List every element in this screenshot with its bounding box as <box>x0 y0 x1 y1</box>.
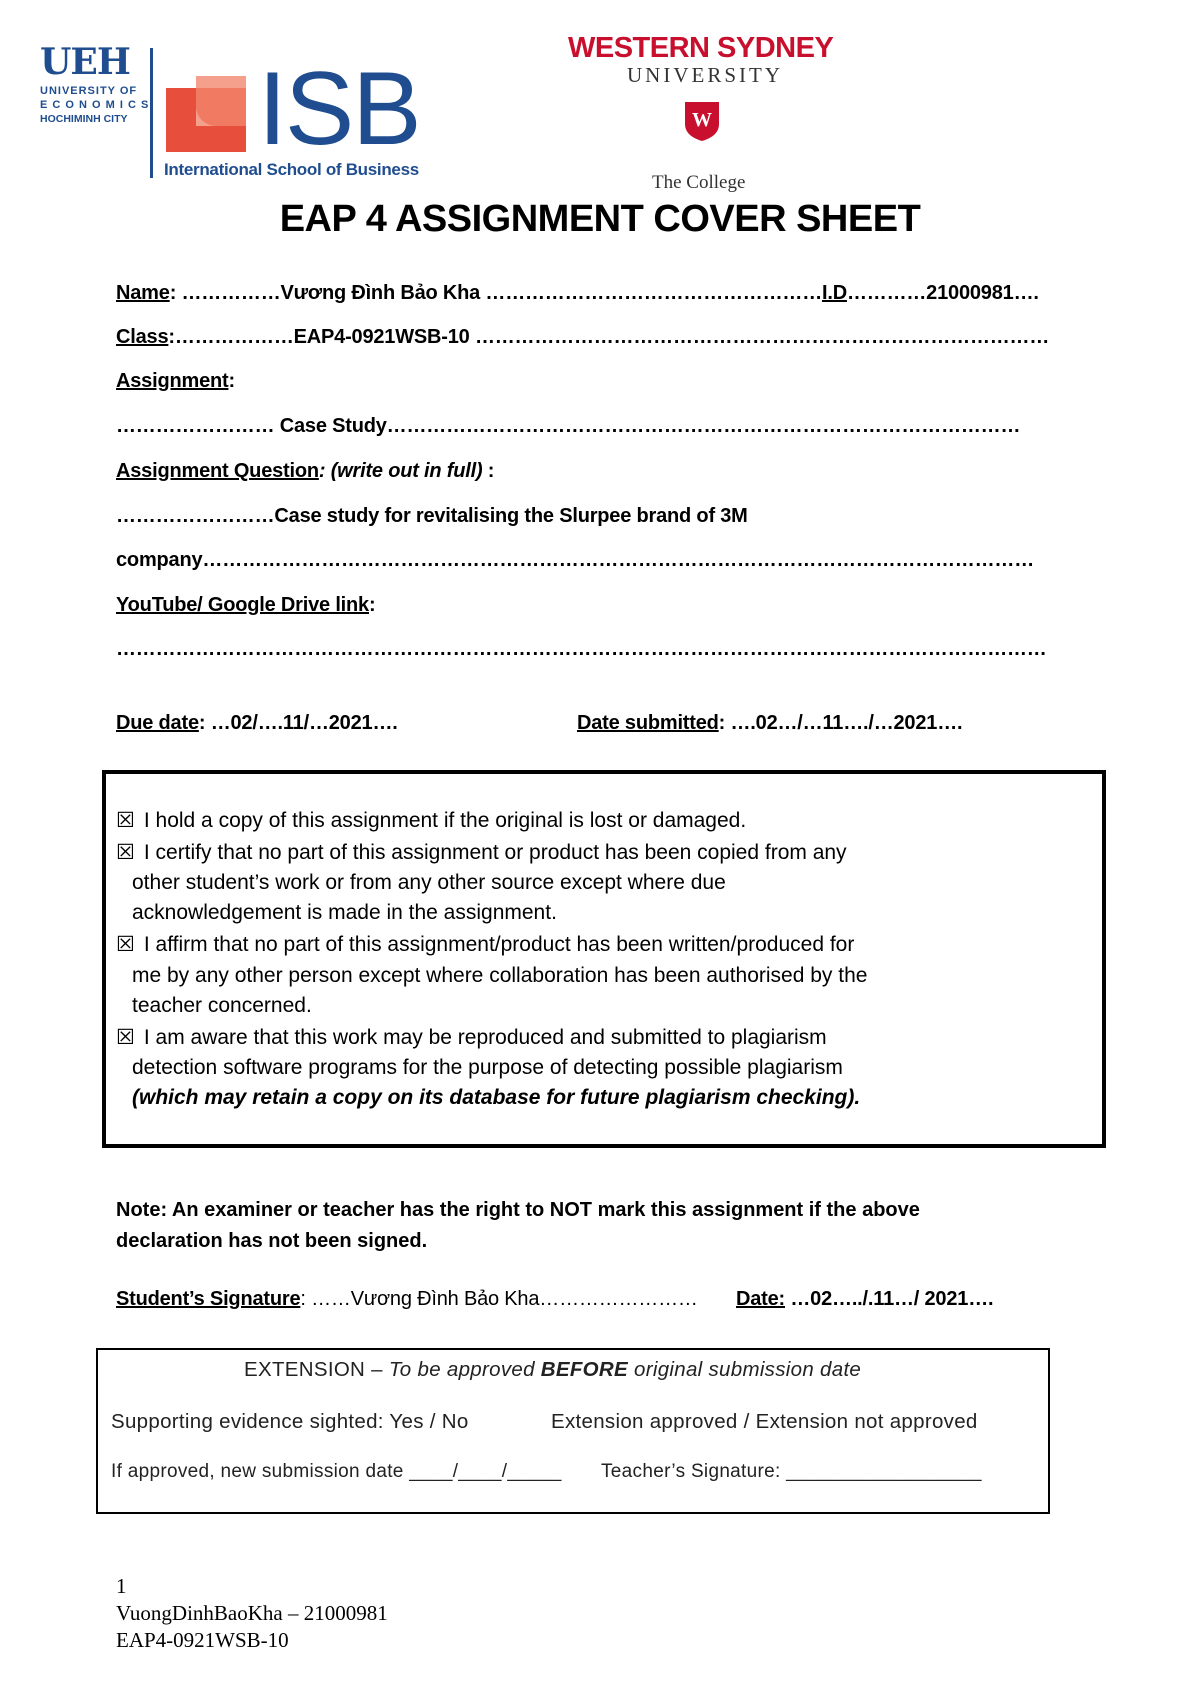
due-value: : …02/….11/…2021…. <box>198 712 398 734</box>
question-row <box>116 460 494 483</box>
name-row <box>116 282 1039 305</box>
submitted-row <box>577 712 962 735</box>
question-value-1: ……………………Case study for revitalising the Slurpee brand of 3M <box>116 505 748 527</box>
name-label: Name <box>116 282 170 304</box>
signature-date-row <box>736 1288 993 1311</box>
ueh-abbr: UEH <box>40 41 130 83</box>
declaration-text: other student’s work or from any other source except where due <box>132 871 726 894</box>
note-text: Note: An examiner or teacher has the right to NOT mark this assignment if the above declaration has not been signed. <box>116 1199 920 1252</box>
declaration-text: me by any other person except where collaboration has been authorised by the <box>132 964 868 987</box>
declaration-text: I certify that no part of this assignment or product has been copied from any <box>143 841 847 864</box>
footer-line-1: VuongDinhBaoKha – 21000981 <box>116 1601 388 1625</box>
link-row <box>116 594 375 617</box>
id-value: …………21000981…. <box>846 282 1039 304</box>
wsu-title: WESTERN SYDNEY <box>568 32 834 64</box>
assignment-label: Assignment <box>116 370 229 392</box>
declaration-text: (which may retain a copy on its database for future plagiarism checking). <box>132 1086 861 1109</box>
page-title: EAP 4 ASSIGNMENT COVER SHEET <box>279 198 921 240</box>
isb-mark-icon <box>166 76 246 152</box>
declaration-text: I am aware that this work may be reproduced and submitted to plagiarism <box>143 1026 827 1049</box>
teacher-signature: Teacher’s Signature: __________________ <box>601 1461 982 1482</box>
class-row <box>116 326 1049 349</box>
extension-heading-italic: To be approved <box>388 1358 541 1381</box>
extension-heading-suffix: original submission date <box>628 1358 862 1381</box>
submitted-value: : ….02…/…11…./…2021…. <box>718 712 963 734</box>
extension-heading <box>244 1358 861 1382</box>
link-colon: : <box>368 594 376 616</box>
question-hint: : (write out in full) <box>318 460 483 482</box>
wsu-shield-letter: W <box>692 109 712 131</box>
ueh-line1: UNIVERSITY OF <box>40 85 138 97</box>
checkbox-checked-icon[interactable]: ☒ <box>116 1026 135 1049</box>
isb-abbr: ISB <box>258 51 420 167</box>
assignment-value: …………………… Case Study…………………………………………………………………………………… <box>116 415 1021 437</box>
logo-separator <box>150 48 153 178</box>
question-colon: : <box>482 460 495 482</box>
checkbox-checked-icon[interactable]: ☒ <box>116 809 135 832</box>
link-value: …………………………………………………………………………………………………………………………… <box>116 638 1047 660</box>
due-label: Due date <box>116 712 199 734</box>
signature-row <box>116 1288 698 1311</box>
isb-subtitle: International School of Business <box>164 160 419 179</box>
declaration-text: I affirm that no part of this assignment/product has been written/produced for <box>143 933 855 956</box>
name-value: : ……………Vương Đình Bảo Kha …………………………………………… <box>169 282 823 304</box>
signature-date-label: Date: <box>736 1288 786 1310</box>
class-label: Class <box>116 326 169 348</box>
class-value: :………………EAP4-0921WSB-10 …………………………………………………………………………… <box>168 326 1050 348</box>
wsu-college: The College <box>652 172 746 193</box>
footer-line-2: EAP4-0921WSB-10 <box>116 1628 289 1652</box>
ueh-logo <box>40 41 150 179</box>
signature-label: Student’s Signature <box>116 1288 301 1310</box>
extension-approval: Extension approved / Extension not approved <box>551 1410 978 1433</box>
signature-value: : ……Vương Đình Bảo Kha…………………… <box>300 1288 698 1310</box>
declaration-item <box>116 1023 827 1053</box>
checkbox-checked-icon[interactable]: ☒ <box>116 841 135 864</box>
assignment-colon: : <box>228 370 235 392</box>
wsu-shield-icon <box>683 100 721 142</box>
link-label: YouTube/ Google Drive link <box>116 594 369 616</box>
extension-heading-prefix: EXTENSION – <box>244 1358 389 1381</box>
extension-heading-bold: BEFORE <box>540 1358 629 1381</box>
declaration-text: teacher concerned. <box>132 994 312 1017</box>
ueh-line2: E C O N O M I C S <box>40 99 150 111</box>
declaration-text: I hold a copy of this assignment if the original is lost or damaged. <box>143 809 747 832</box>
new-submission-date: If approved, new submission date ____/____/_____ <box>111 1461 562 1482</box>
declaration-item <box>116 838 847 868</box>
submitted-label: Date submitted <box>577 712 719 734</box>
declaration-item <box>116 806 746 836</box>
declaration-text: detection software programs for the purpose of detecting possible plagiarism <box>132 1056 843 1079</box>
checkbox-checked-icon[interactable]: ☒ <box>116 933 135 956</box>
declaration-item <box>116 930 854 960</box>
evidence-sighted: Supporting evidence sighted: Yes / No <box>111 1410 469 1433</box>
wsu-subtitle: UNIVERSITY <box>627 63 783 87</box>
signature-date-value: …02…../.11…/ 2021…. <box>785 1288 994 1310</box>
due-row <box>116 712 398 735</box>
page-number: 1 <box>116 1574 127 1598</box>
id-label: I.D <box>822 282 847 304</box>
question-label: Assignment Question <box>116 460 319 482</box>
assignment-row <box>116 370 235 393</box>
question-value-2: company……………………………………………………………………………………………………………… <box>116 549 1035 571</box>
ueh-line3: HOCHIMINH CITY <box>40 113 128 125</box>
declaration-text: acknowledgement is made in the assignment. <box>132 901 557 924</box>
